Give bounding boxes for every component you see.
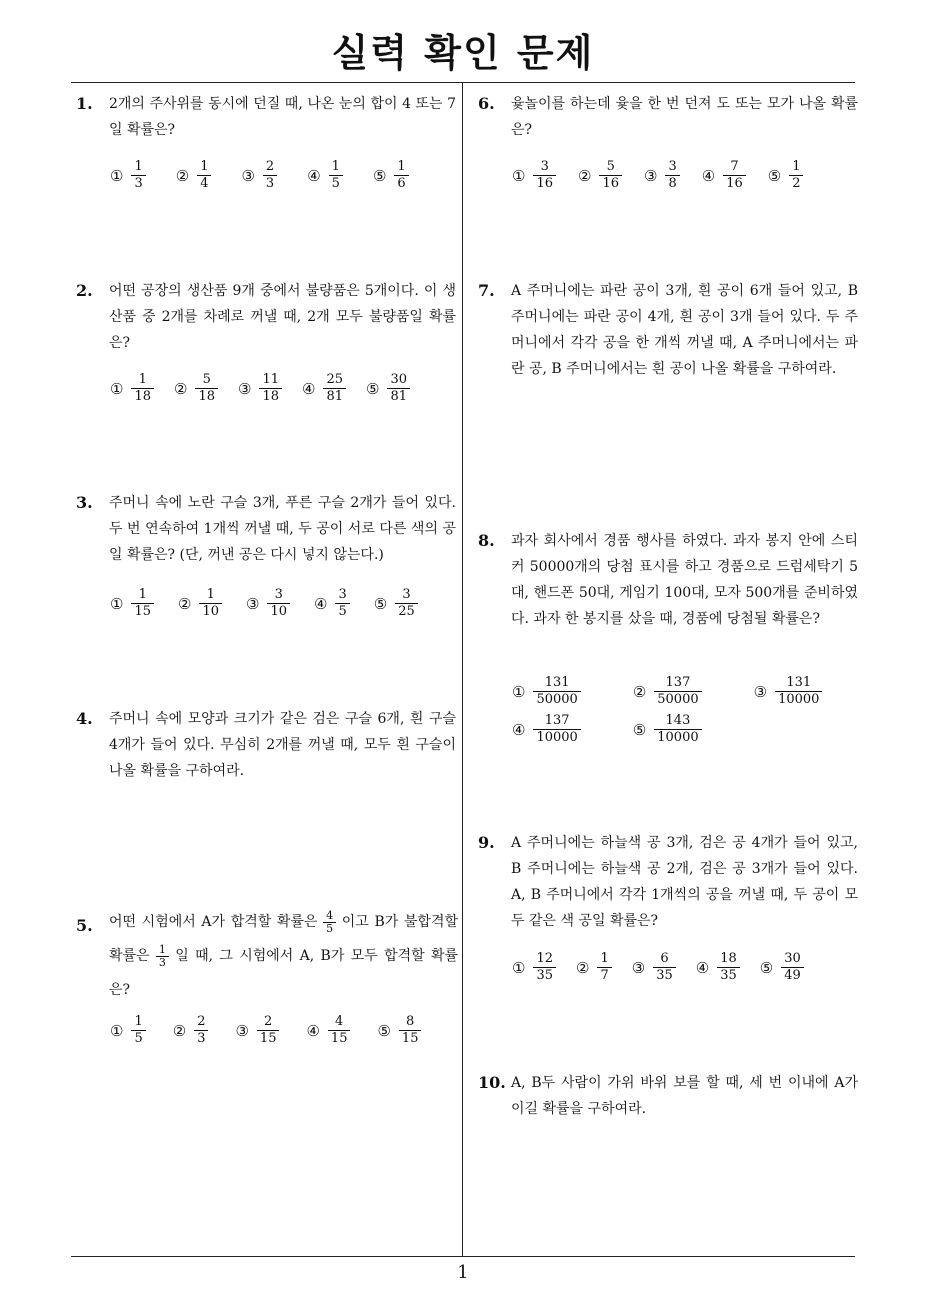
choice-marker: ③ [753,682,768,701]
denominator: 2 [789,175,803,192]
question-number: 9. [478,833,495,852]
numerator: 1 [134,159,143,174]
choice-1 [110,372,154,405]
choice-marker: ⑤ [632,720,647,739]
choice-4 [702,159,746,192]
choice-fraction [533,713,580,746]
denominator: 6 [394,175,408,192]
numerator: 3 [274,587,283,602]
question-text: 주머니 속에 모양과 크기가 같은 검은 구슬 6개, 흰 구슬 4개가 들어 있다. 무심히 2개를 꺼낼 때, 모두 흰 구슬이 나올 확률을 구하여라. [109,711,456,779]
denominator: 35 [717,967,740,984]
numerator: 4 [335,1014,344,1029]
question-text: A, B두 사람이 가위 바위 보를 할 때, 세 번 이내에 A가 이길 확률을 구하여라. [511,1075,858,1117]
choice-2 [176,159,212,192]
choice-fraction [775,675,822,708]
choice-1 [110,159,146,192]
denominator: 18 [131,388,154,405]
choice-fraction [267,587,290,620]
numerator: 143 [665,713,691,728]
choice-3 [238,372,282,405]
choice-3 [241,159,277,192]
denominator: 15 [328,1030,351,1047]
numerator: 1 [138,372,147,387]
choice-fraction [257,1014,280,1047]
denominator: 35 [533,967,556,984]
choice-5 [373,159,409,192]
choice-marker: ② [175,166,190,185]
question-text-part: 이고 B가 불합격할 확률은 [109,914,458,964]
choice-5 [633,713,702,746]
choice-fraction [387,372,410,405]
choice-marker: ④ [701,166,716,185]
numerator: 2 [265,159,275,174]
question-number: 7. [478,281,495,300]
denominator: 81 [387,388,410,405]
numerator: 5 [606,159,615,174]
numerator: 1 [397,159,406,174]
choice-4 [306,1014,350,1047]
choice-fraction [197,159,211,192]
choice-4 [314,587,350,620]
choice-fraction [329,159,343,192]
choice-marker: ① [110,379,124,398]
column-divider [462,83,463,1257]
choice-1 [512,675,581,708]
choice-fraction [533,675,580,708]
numerator: 12 [536,951,553,966]
choice-fraction [131,1014,145,1047]
choice-marker: ⑤ [377,1021,391,1040]
question-text: 어떤 공장의 생산품 9개 중에서 불량품은 5개이다. 이 생산품 중 2개를 차례로 꺼낼 때, 2개 모두 불량품일 확률은? [109,283,456,351]
choice-marker: ④ [512,720,526,739]
choice-marker: ① [110,166,124,185]
denominator: 81 [323,388,346,405]
choice-fraction [717,951,740,984]
question-text: A 주머니에는 하늘색 공 3개, 검은 공 4개가 들어 있고, B 주머니에는 하늘색 공 2개, 검은 공 3개가 들어 있다. A, B 주머니에서 각각 1개씩의 공을 꺼낼 때, 두 공이 모두 같은 색 공일 확률은? [511,835,858,929]
answer-choices-8a [512,675,874,708]
choice-4 [512,713,581,746]
choice-fraction [781,951,804,984]
numerator: 5 [202,372,211,387]
choice-fraction [399,1014,422,1047]
answer-choices-6 [512,159,825,192]
choice-3 [754,675,823,708]
question-text: 2개의 주사위를 동시에 던질 때, 나온 눈의 합이 4 또는 7일 확률은? [109,96,456,138]
answer-choices-5 [110,1014,448,1047]
choice-1 [110,1014,146,1047]
numerator: 131 [786,675,812,690]
choice-fraction [599,159,622,192]
question-text-part: 일 때, 그 시험에서 A, B가 모두 합격할 확률은? [109,948,458,998]
numerator: 1 [134,1014,143,1029]
answer-choices-8b [512,713,754,746]
choice-5 [768,159,804,192]
numerator: 3 [338,587,347,602]
choice-marker: ② [578,166,592,185]
choice-marker: ② [576,958,590,977]
denominator: 10 [199,603,222,620]
choice-5 [366,372,410,405]
denominator: 16 [723,175,746,192]
denominator: 10000 [654,729,701,746]
denominator: 3 [263,175,277,192]
choice-fraction [131,587,154,620]
choice-fraction [195,372,218,405]
denominator: 18 [259,388,282,405]
question-8 [478,528,858,632]
choice-5 [377,1014,421,1047]
numerator: 131 [544,675,570,690]
choice-2 [174,372,218,405]
choice-2 [576,951,612,984]
choice-marker: ① [512,166,526,185]
denominator: 3 [194,1030,208,1047]
denominator: 49 [781,967,804,984]
choice-marker: ② [632,682,647,701]
choice-marker: ④ [695,958,710,977]
choice-fraction [263,159,277,192]
choice-marker: ③ [631,958,646,977]
denominator: 16 [533,175,556,192]
numerator: 18 [720,951,737,966]
choice-marker: ⑤ [767,166,782,185]
choice-marker: ⑤ [759,958,774,977]
denominator: 4 [197,175,211,192]
question-text: 과자 회사에서 경품 행사를 하였다. 과자 봉지 안에 스티커 50000개의 당첨 표시를 하고 경품으로 드럼세탁기 5대, 핸드폰 50대, 게임기 100대, 모자 500개를 준비하였다. 과자 한 봉지를 샀을 때, 경품에 당첨될 확률은? [511,533,858,627]
answer-choices-1 [110,159,439,192]
choice-marker: ② [174,379,188,398]
choice-marker: ③ [241,166,255,185]
choice-marker: ③ [235,1021,249,1040]
numerator: 11 [262,372,279,387]
denominator: 8 [665,175,679,192]
denominator: 5 [131,1030,145,1047]
numerator: 3 [668,159,677,174]
choice-fraction [597,951,611,984]
denominator: 10000 [775,691,822,708]
choice-4 [302,372,346,405]
question-text: A 주머니에는 파란 공이 3개, 흰 공이 6개 들어 있고, B 주머니에는 파란 공이 4개, 흰 공이 3개 들어 있다. 두 주머니에서 각각 공을 한 개씩 꺼낼 때, A 주머니에서는 파란 공, B 주머니에서는 흰 공이 나올 확률을 구하여라. [511,283,858,377]
choice-1 [512,951,556,984]
choice-fraction [395,587,418,620]
choice-fraction [259,372,282,405]
choice-2 [173,1014,209,1047]
choice-3 [644,159,680,192]
choice-marker: ④ [307,166,321,185]
numerator: 137 [665,675,691,690]
page-number: 1 [457,1262,469,1283]
choice-1 [512,159,556,192]
choice-fraction [131,159,145,192]
numerator: 1 [200,159,209,174]
page-title: 실력 확인 문제 [331,31,595,75]
choice-fraction [665,159,679,192]
choice-3 [632,951,676,984]
question-6 [478,91,858,143]
inline-fraction: $\frac{1}{3}$ [156,944,169,969]
question-3 [76,490,456,568]
question-7 [478,278,858,382]
choice-5 [760,951,804,984]
top-rule [71,82,855,83]
choice-1 [110,587,154,620]
question-5 [76,905,458,1007]
choice-marker: ⑤ [373,594,388,613]
choice-fraction [328,1014,351,1047]
choice-marker: ② [172,1021,187,1040]
choice-fraction [194,1014,208,1047]
choice-marker: ① [110,1021,124,1040]
question-number: 4. [76,709,93,728]
numerator: 3 [540,159,549,174]
choice-fraction [335,587,349,620]
question-9 [478,830,858,934]
question-4 [76,706,456,784]
denominator: 25 [395,603,418,620]
denominator: 3 [131,175,145,192]
denominator: 15 [131,603,154,620]
choice-marker: ① [512,682,526,701]
numerator: 1 [792,159,801,174]
question-10 [478,1070,858,1122]
question-number: 8. [478,531,495,550]
denominator: 18 [195,388,218,405]
question-number: 6. [478,94,495,113]
choice-fraction [131,372,154,405]
answer-choices-3 [110,587,442,620]
choice-marker: ⑤ [366,379,380,398]
numerator: 30 [784,951,801,966]
numerator: 6 [660,951,669,966]
numerator: 25 [326,372,343,387]
numerator: 1 [331,159,340,174]
numerator: 2 [197,1014,206,1029]
numerator: 2 [264,1014,273,1029]
choice-fraction [533,951,556,984]
choice-3 [235,1014,279,1047]
choice-fraction [199,587,222,620]
numerator: 3 [402,587,411,602]
choice-marker: ⑤ [372,166,387,185]
question-1 [76,91,456,143]
denominator: 10000 [533,729,580,746]
numerator: 1 [206,587,215,602]
choice-2 [633,675,702,708]
answer-choices-2 [110,372,430,405]
denominator: 5 [329,175,343,192]
question-2 [76,278,456,356]
choice-fraction [723,159,746,192]
question-number: 2. [76,281,93,300]
choice-marker: ② [178,594,192,613]
denominator: 10 [267,603,290,620]
choice-fraction [394,159,408,192]
numerator: 1 [600,951,609,966]
numerator: 7 [730,159,739,174]
choice-marker: ④ [314,594,328,613]
question-number: 3. [76,493,93,512]
choice-marker: ① [512,958,526,977]
question-number: 5. [76,916,93,935]
inline-fraction: $\frac{4}{5}$ [323,910,336,935]
choice-fraction [654,713,701,746]
numerator: 1 [138,587,147,602]
choice-4 [307,159,343,192]
choice-fraction [533,159,556,192]
choice-2 [178,587,222,620]
choice-3 [246,587,290,620]
denominator: 7 [597,967,611,984]
choice-5 [374,587,418,620]
choice-marker: ③ [238,379,252,398]
choice-fraction [654,675,701,708]
question-number: 10. [478,1073,506,1092]
denominator: 15 [257,1030,280,1047]
denominator: 50000 [533,691,580,708]
numerator: 8 [406,1014,415,1029]
choice-fraction [789,159,803,192]
denominator: 50000 [654,691,701,708]
numerator: 137 [544,713,570,728]
choice-marker: ③ [644,166,658,185]
choice-fraction [653,951,676,984]
question-text: 윷놀이를 하는데 윷을 한 번 던져 도 또는 모가 나올 확률은? [511,96,858,138]
choice-marker: ④ [306,1021,320,1040]
choice-marker: ④ [302,379,316,398]
denominator: 35 [653,967,676,984]
choice-2 [578,159,622,192]
question-number: 1. [76,94,93,113]
question-text-part: 어떤 시험에서 A가 합격할 확률은 [109,914,318,930]
bottom-rule [71,1256,855,1257]
question-text: 주머니 속에 노란 구슬 3개, 푸른 구슬 2개가 들어 있다. 두 번 연속하여 1개씩 꺼낼 때, 두 공이 서로 다른 색의 공일 확률은? (단, 꺼낸 공은 다시 넣지 않는다.) [109,495,456,563]
denominator: 16 [599,175,622,192]
choice-marker: ① [110,594,124,613]
denominator: 15 [399,1030,422,1047]
choice-marker: ③ [246,594,260,613]
choice-4 [696,951,740,984]
numerator: 30 [390,372,407,387]
choice-fraction [323,372,346,405]
denominator: 5 [335,603,349,620]
answer-choices-9 [512,951,824,984]
